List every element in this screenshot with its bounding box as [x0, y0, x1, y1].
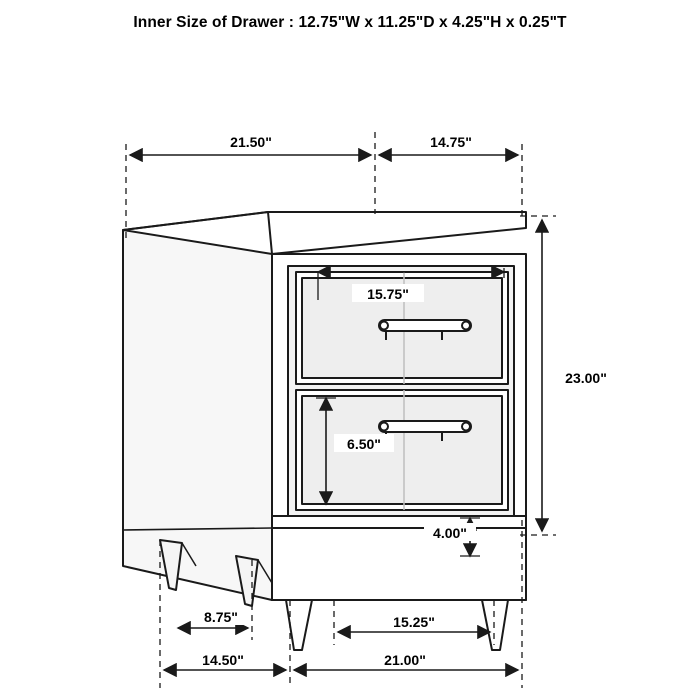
dim-label-base-right: 21.00"	[384, 652, 426, 668]
extension-lines-right	[520, 216, 556, 535]
dim-label-top-left: 21.50"	[230, 134, 272, 150]
dim-label-leg-span-right: 15.25"	[393, 614, 435, 630]
dim-label-total-height: 23.00"	[565, 370, 607, 386]
dim-label-leg-height: 4.00"	[433, 525, 467, 541]
dim-label-upper-drawer: 15.75"	[367, 286, 409, 302]
page-title: Inner Size of Drawer : 12.75"W x 11.25"D x 4.25"H x 0.25"T	[133, 14, 567, 31]
dim-label-lower-drawer-height: 6.50"	[347, 436, 381, 452]
dim-label-leg-span-left: 8.75"	[204, 609, 238, 625]
dim-label-base-left: 14.50"	[202, 652, 244, 668]
dim-line-lower-drawer-height	[316, 398, 336, 504]
dim-label-top-right: 14.75"	[430, 134, 472, 150]
